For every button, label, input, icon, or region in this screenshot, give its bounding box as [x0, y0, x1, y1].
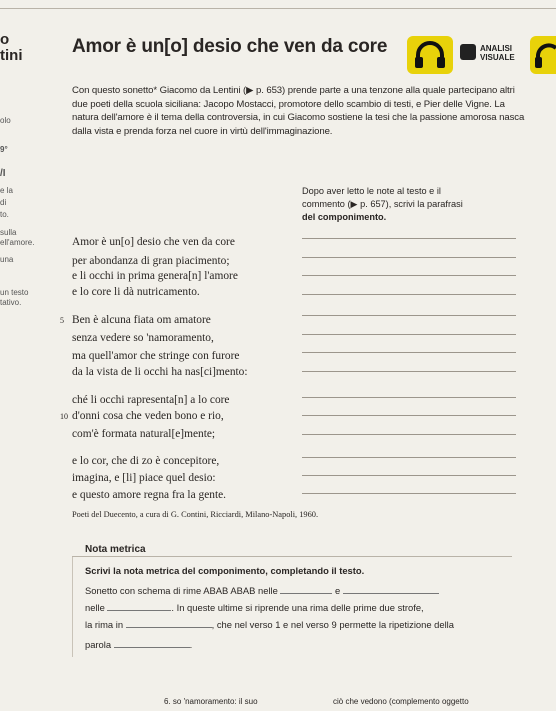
- instruction-line: commento (▶ p. 657), scrivi la parafrasi: [302, 199, 463, 209]
- paraphrase-line[interactable]: [302, 334, 516, 335]
- paraphrase-line[interactable]: [302, 352, 516, 353]
- metrica-text: parola: [85, 639, 112, 650]
- metrica-heading: Nota metrica: [85, 544, 146, 555]
- fill-blank[interactable]: [343, 584, 439, 594]
- fill-blank[interactable]: [107, 601, 171, 611]
- verse-line: e li occhi in prima genera[n] l'amore: [72, 270, 238, 282]
- source-citation: Poeti del Duecento, a cura di G. Contini, Ricciardi, Milano-Napoli, 1960.: [72, 510, 319, 519]
- verse-number: 5: [60, 316, 64, 325]
- verse-line: e questo amore regna fra la gente.: [72, 489, 227, 501]
- metrica-text: Sonetto con schema di rime ABAB ABAB nelle: [85, 585, 278, 596]
- paraphrase-line[interactable]: [302, 275, 516, 276]
- footnote-left: 6. so 'namoramento: il suo: [164, 697, 258, 706]
- analisi-visuale-label: [480, 44, 515, 62]
- margin-text: olo: [0, 116, 11, 125]
- verse-line: da la vista de li occhi ha nas[ci]mento:: [72, 366, 248, 378]
- margin-heading: [0, 32, 23, 64]
- metrica-text: e: [335, 585, 341, 596]
- verse-line: imagina, e [li] piace quel desio:: [72, 472, 216, 484]
- margin-text: e la: [0, 186, 13, 195]
- analisi-label-line1: ANALISI: [480, 44, 512, 53]
- metrica-divider: [72, 556, 512, 557]
- metrica-instruction: Scrivi la nota metrica del componimento, completando il testo.: [85, 565, 365, 576]
- top-divider: [0, 8, 556, 9]
- visual-analysis-icon: [460, 44, 476, 60]
- paraphrase-line[interactable]: [302, 238, 516, 239]
- margin-text: una: [0, 255, 14, 264]
- intro-paragraph: Con questo sonetto* Giacomo da Lentini (▶ p. 653) prende parte a una tenzone alla quale partecipano altri due poeti della scuola siciliana: Jacopo Mostacci, promotore dello scambio di testi, e Pier delle Vigne. La natura dell'amore è il tema della controversia, in cui Giacomo sostiene la tesi che la passione amorosa nasca dalla vista e prenda forza nel cuore in virtù dell'immaginazione.: [72, 85, 525, 137]
- margin-text: to.: [0, 210, 9, 219]
- metrica-text: nelle: [85, 602, 105, 613]
- metrica-row: [85, 638, 192, 650]
- paraphrase-line[interactable]: [302, 397, 516, 398]
- margin-text: 9°: [0, 145, 8, 154]
- metrica-side-bar: [72, 557, 73, 657]
- verse-line: com'è formata natural[e]mente;: [72, 428, 216, 440]
- paraphrase-line[interactable]: [302, 457, 516, 458]
- metrica-row: [85, 618, 454, 630]
- verse-line: e lo cor, che di zo è concepitore,: [72, 455, 220, 467]
- margin-heading-line: tini: [0, 47, 23, 64]
- paraphrase-line[interactable]: [302, 415, 516, 416]
- margin-heading-line: o: [0, 31, 10, 48]
- next-page-button[interactable]: [530, 36, 556, 74]
- margin-text: ell'amore.: [0, 238, 35, 247]
- metrica-row: [85, 584, 439, 596]
- analisi-label-line2: VISUALE: [480, 53, 515, 62]
- verse-line: Ben è alcuna fiata om amatore: [72, 314, 211, 326]
- analisi-visuale-button[interactable]: [460, 40, 522, 70]
- verse-line: ma quell'amor che stringe con furore: [72, 350, 240, 362]
- headphones-icon: [407, 36, 453, 74]
- footnote-right: ciò che vedono (complemento oggetto: [333, 697, 469, 706]
- fill-blank[interactable]: [114, 638, 190, 648]
- paraphrase-line[interactable]: [302, 315, 516, 316]
- page-title: Amor è un[o] desio che ven da core: [72, 36, 388, 57]
- margin-text: sulla: [0, 228, 17, 237]
- instruction-line: Dopo aver letto le note al testo e il: [302, 186, 441, 196]
- margin-text: tativo.: [0, 298, 22, 307]
- verse-line: ché li occhi rapresenta[n] a lo core: [72, 394, 230, 406]
- metrica-row: [85, 601, 424, 613]
- paraphrase-instruction: [302, 185, 522, 224]
- paraphrase-line[interactable]: [302, 493, 516, 494]
- paraphrase-line[interactable]: [302, 371, 516, 372]
- margin-text: di: [0, 198, 7, 207]
- verse-number: 10: [60, 412, 68, 421]
- verse-line: per abondanza di gran piacimento;: [72, 255, 230, 267]
- verse-line: e lo core li dà nutricamento.: [72, 286, 200, 298]
- margin-text: /I: [0, 168, 6, 179]
- verse-line: d'onni cosa che veden bono e rio,: [72, 410, 224, 422]
- margin-text: un testo: [0, 288, 29, 297]
- headphones-icon: [530, 36, 556, 74]
- metrica-text: , che nel verso 1 e nel verso 9 permette la ripetizione della: [211, 619, 454, 630]
- metrica-text: la rima in: [85, 619, 124, 630]
- paraphrase-line[interactable]: [302, 434, 516, 435]
- instruction-line: del componimento.: [302, 212, 387, 222]
- paraphrase-line[interactable]: [302, 475, 516, 476]
- paraphrase-line[interactable]: [302, 257, 516, 258]
- fill-blank[interactable]: [126, 618, 212, 628]
- verse-line: Amor è un[o] desio che ven da core: [72, 236, 235, 248]
- audio-button[interactable]: [407, 36, 453, 74]
- metrica-text: . In queste ultime si riprende una rima delle prime due strofe,: [171, 602, 424, 613]
- fill-blank[interactable]: [280, 584, 332, 594]
- verse-line: senza vedere so 'namoramento,: [72, 332, 214, 344]
- paraphrase-line[interactable]: [302, 294, 516, 295]
- metrica-text: .: [189, 639, 193, 650]
